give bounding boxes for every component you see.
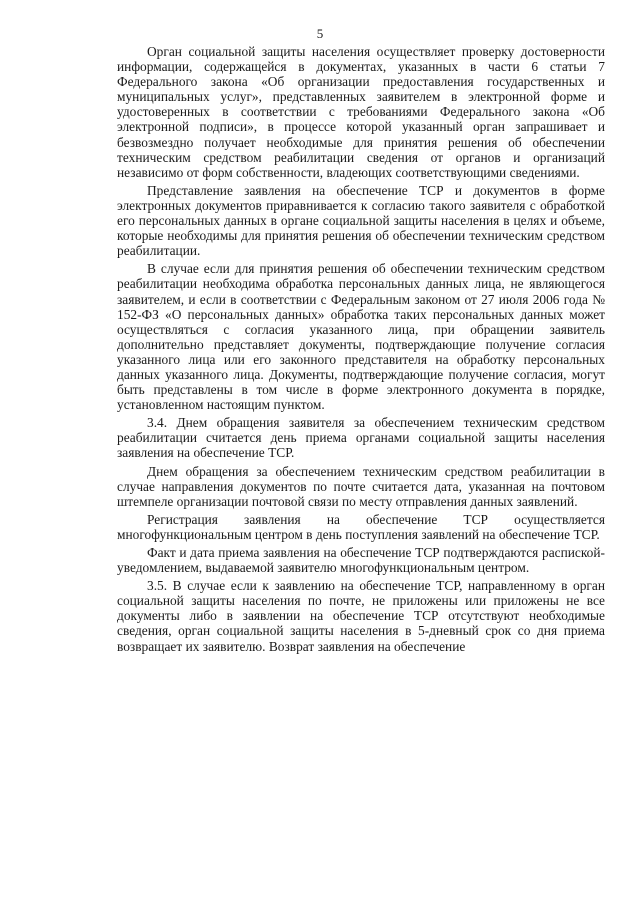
paragraph-third-party-data: В случае если для принятия решения об обеспечении техническим средством реабилитации необходима обработка персональных данных лица, не являющегося заявителем, и если в соответствии с Федеральным законом от 27 июля 2006 года № 152-ФЗ «О персональных данных» обработка таких персональных данных может осуществляться с согласия указанного лица, при обращении заявитель дополнительно представляет документы, подтверждающие получение согласия указанного лица или его законного представителя на обработку персональных данных указанного лица. Документы, подтверждающие получение согласия, могут быть представлены в том числе в форме электронного документа в порядке, установленном настоящим пунктом. [117,261,605,413]
paragraph-verification: Орган социальной защиты населения осуществляет проверку достоверности информации, содержащейся в документах, указанных в части 6 статьи 7 Федерального закона «Об организации предоставления государственных и муниципальных услуг», представленных заявителем в электронной форме и удостоверенных в соответствии с требованиями Федерального закона «Об электронной подписи», в процессе которой указанный орган запрашивает и безвозмездно получает необходимые для принятия решения об обеспечении техническим средством реабилитации сведения от органов и организаций независимо от форм собственности, владеющих соответствующими сведениями. [117,44,605,180]
paragraph-receipt-notice: Факт и дата приема заявления на обеспечение ТСР подтверждаются распиской-уведомлением, выдаваемой заявителю многофункциональным центром. [117,545,605,576]
paragraph-3-5-return: 3.5. В случае если к заявлению на обеспечение ТСР, направленному в орган социальной защиты населения по почте, не приложены или приложены не все документы либо в заявлении на обеспечение ТСР отсутствуют необходимые сведения, орган социальной защиты населения в 5-дневный срок со дня приема возвращает их заявителю. Возврат заявления на обеспечение [117,578,605,654]
paragraph-registration: Регистрация заявления на обеспечение ТСР осуществляется многофункциональным центром в день поступления заявлений на обеспечение ТСР. [117,511,605,542]
paragraph-electronic-consent: Представление заявления на обеспечение ТСР и документов в форме электронных документов приравнивается к согласию такого заявителя с обработкой его персональных данных в органе социальной защиты населения в целях и объеме, которые необходимы для принятия решения об обеспечении техническим средством реабилитации. [117,182,605,259]
page-number: 5 [316,26,324,41]
paragraph-postal-appeal-day: Днем обращения за обеспечением техническим средством реабилитации в случае направления документов по почте считается дата, указанная на почтовом штемпеле организации почтовой связи по месту отправления данных заявлений. [117,463,605,509]
paragraph-3-4-appeal-day: 3.4. Днем обращения заявителя за обеспечением техническим средством реабилитации считается день приема органами социальной защиты населения заявления на обеспечение ТСР. [117,415,605,461]
document-body [117,44,605,657]
